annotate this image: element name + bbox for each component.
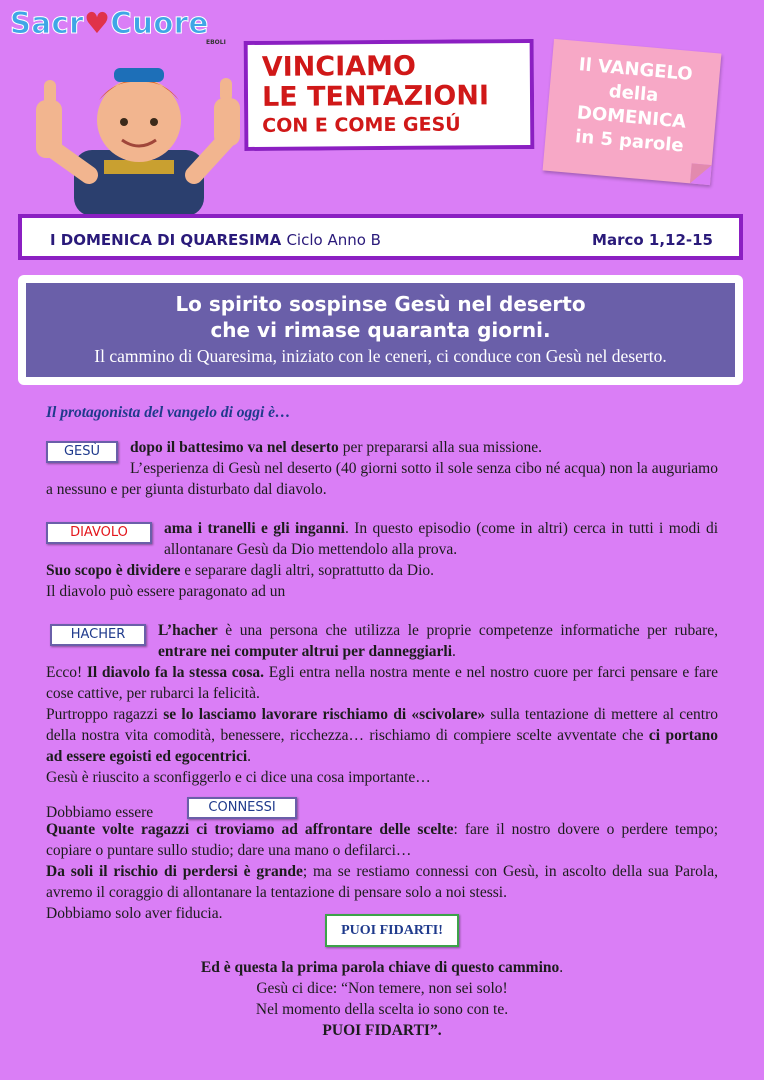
ending-line-3: Nel momento della scelta io sono con te.	[255, 1001, 509, 1018]
hacher-text-6: sulla tentazione di mettere al centro della nostra vita comodità, benessere, ricchezza… rischiamo di compiere scelte avventate che	[46, 706, 719, 744]
ending-line-2: Gesù ci dice: “Non temere, non sei solo!	[256, 980, 508, 997]
logo-text-right: Cuore	[110, 6, 209, 40]
section-connessi	[46, 802, 718, 924]
spacer	[46, 788, 718, 802]
ending-line-1	[46, 957, 718, 978]
note-line-3: DOMENICA	[576, 102, 687, 133]
hacher-text-2: .	[452, 643, 456, 660]
ending-line-4	[46, 1020, 718, 1041]
gesu-text	[46, 437, 718, 500]
banner-line-2: che vi rimase quaranta giorni.	[210, 318, 551, 342]
keyword-connessi	[187, 797, 297, 819]
note-line-1: Il VANGELO	[577, 54, 694, 86]
banner-line-1: Lo spirito sospinse Gesù nel deserto	[175, 292, 586, 316]
ending	[46, 957, 718, 1041]
sunday-text: I DOMENICA DI QUARESIMA	[50, 231, 282, 249]
hacher-text-3: Ecco!	[46, 664, 87, 681]
hacher-definition	[46, 620, 718, 662]
article-body	[46, 402, 718, 1041]
ending-bold: Ed è questa la prima parola chiave di questo cammino	[200, 959, 560, 976]
title-line-3: CON E COME GESÚ	[262, 113, 461, 137]
keyword-connessi-text: CONNESSI	[208, 800, 276, 815]
keyword-gesu	[46, 441, 118, 463]
hacher-text-5: Purtroppo ragazzi	[46, 706, 164, 723]
sunday-label	[50, 231, 381, 249]
keyword-gesu-text: GESÙ	[63, 444, 101, 459]
keyword-hacher-text: HACHER	[70, 627, 126, 642]
connessi-text-2: ; ma se restiamo connessi con Gesù, in ascolto della sua Parola, avremo il coraggio di allontanare la tentazione di pensare solo a noi stessi.	[46, 863, 718, 901]
hacher-devil	[46, 662, 718, 704]
hacher-bold-5: se lo lasciamo lavorare rischiamo di «scivolare»	[163, 706, 486, 723]
hacher-jesus: Gesù è riuscito a sconfiggerlo e ci dice una cosa importante…	[46, 769, 431, 786]
diavolo-scope	[46, 560, 718, 581]
diavolo-bold: ama i tranelli e gli inganni	[164, 520, 345, 537]
intro-heading: Il protagonista del vangelo di oggi è…	[46, 404, 291, 421]
connessi-trust: Dobbiamo solo aver fiducia.	[46, 905, 223, 922]
hacher-text-1: è una persona che utilizza le proprie competenze informatiche per rubare,	[217, 622, 718, 639]
spacer	[46, 602, 718, 620]
keyword-fidarti: PUOI FIDARTI!	[325, 914, 459, 947]
page-fold-icon	[690, 163, 712, 185]
connessi-text-1: : fare il nostro dovere o perdere tempo; copiare o puntare sullo studio; dare una mano o defilarci…	[46, 821, 719, 859]
keyword-diavolo	[46, 522, 152, 544]
connessi-prefix: Dobbiamo essere	[46, 804, 154, 821]
section-diavolo	[46, 518, 718, 602]
hacher-text-7: .	[247, 748, 252, 765]
hacher-bold-2: entrare nei computer altrui per danneggiarli	[158, 643, 453, 660]
heart-cross-icon: ♥	[83, 6, 111, 40]
section-gesu	[46, 437, 718, 500]
connessi-bold-2: Da soli il rischio di perdersi è grande	[46, 863, 303, 880]
diavolo-text-1: . In questo episodio (come in altri) cerca in tutti i modi di allontanare Gesù da Dio mettendolo alla prova.	[164, 520, 718, 558]
gesu-bold: dopo il battesimo va nel deserto	[130, 439, 339, 456]
gospel-reference: Marco 1,12-15	[592, 231, 713, 249]
diavolo-bold-2: Suo scopo è dividere	[46, 562, 181, 579]
title-line-2: LE TENTAZIONI	[261, 80, 490, 113]
note-line-2: della	[607, 80, 660, 107]
logo	[10, 6, 226, 46]
note-line-4: in 5 parole	[574, 126, 685, 157]
banner	[26, 283, 735, 377]
keyword-diavolo-text: DIAVOLO	[70, 525, 128, 540]
gesu-text-1: per prepararsi alla sua missione.	[338, 439, 542, 456]
hacher-bold-3: Il diavolo fa la stessa cosa.	[86, 664, 265, 681]
info-bar	[18, 214, 743, 260]
banner-line-3: Il cammino di Quaresima, iniziato con le ceneri, ci conduce con Gesù nel deserto.	[94, 346, 667, 366]
ending-dot: .	[559, 959, 564, 976]
hacher-bold-6: ci portano ad essere egoisti ed egocentrici	[46, 727, 719, 765]
diavolo-text-2: e separare dagli altri, soprattutto da Dio.	[180, 562, 435, 579]
sticky-note	[543, 39, 722, 185]
spacer	[46, 500, 718, 518]
hacher-risk	[46, 704, 718, 767]
boy-thumbs-up-photo	[14, 40, 249, 216]
hacher-text-4: Egli entra nella nostra mente e nel nostro cuore per farci pensare e fare cose cattive, per rubarci la felicità.	[46, 664, 718, 702]
hacher-bold-1: L’hacher	[158, 622, 218, 639]
ending-line-4-end: ”.	[429, 1022, 442, 1039]
logo-subtitle: EBOLI	[206, 39, 226, 46]
title-box	[244, 39, 535, 151]
connessi-bold-1: Quante volte ragazzi ci troviamo ad affrontare delle scelte	[46, 821, 454, 838]
diavolo-compare: Il diavolo può essere paragonato ad un	[46, 583, 286, 600]
section-hacher	[46, 620, 718, 788]
keyword-hacher	[50, 624, 146, 646]
title-line-1: VINCIAMO	[261, 50, 417, 83]
logo-text-left: Sacr	[10, 6, 84, 40]
ending-line-4-bold: PUOI FIDARTI	[322, 1022, 430, 1039]
connessi-choices	[46, 819, 718, 861]
cycle-text: Ciclo Anno B	[286, 231, 381, 249]
connessi-risk	[46, 861, 718, 903]
gesu-text-2: L’esperienza di Gesù nel deserto (40 giorni sotto il sole senza cibo né acqua) non la auguriamo a nessuno e per giunta disturbato dal diavolo.	[46, 460, 718, 498]
